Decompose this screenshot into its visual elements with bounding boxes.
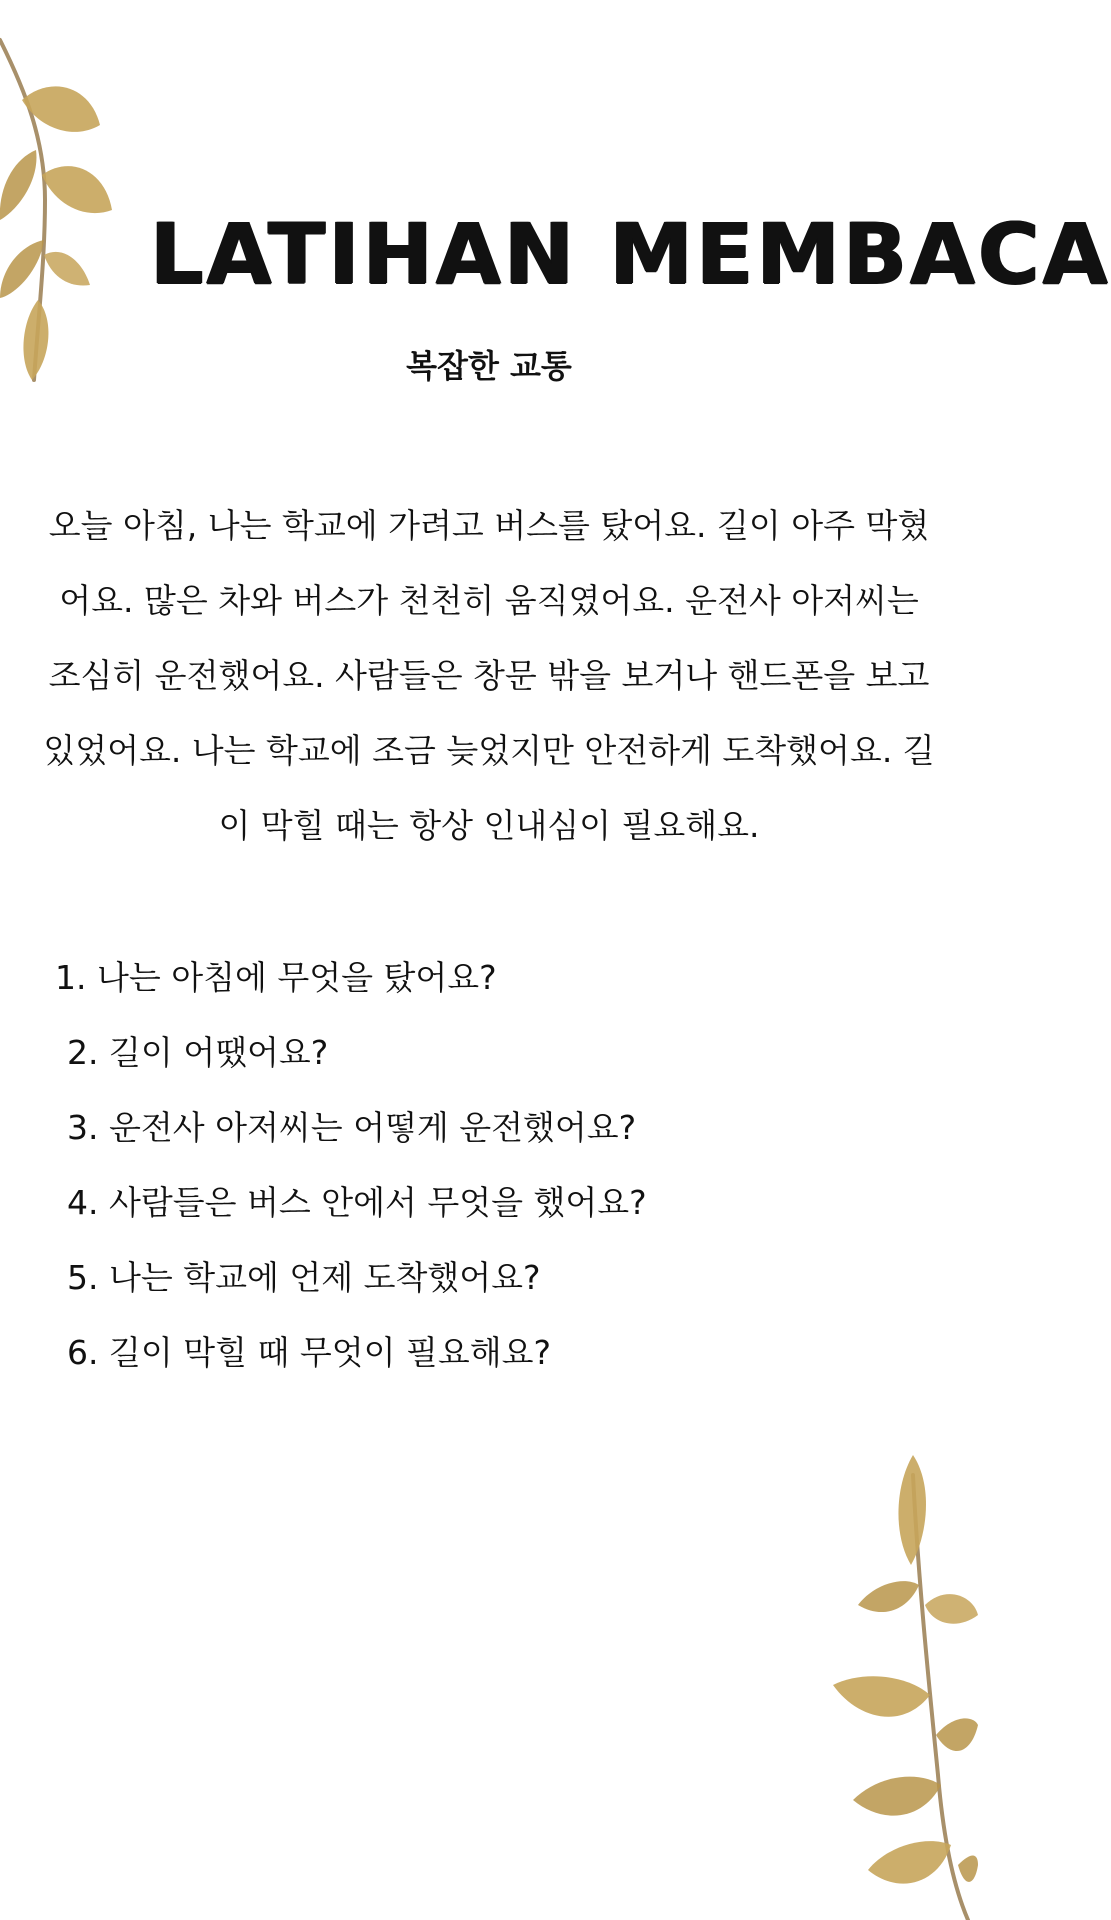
leaf-branch-icon xyxy=(0,30,120,390)
page-title: LATIHAN MEMBACA xyxy=(150,205,1111,303)
page-subtitle: 복잡한 교통 xyxy=(406,347,572,385)
leaf-branch-icon xyxy=(833,1455,978,1920)
reading-passage: 오늘 아침, 나는 학교에 가려고 버스를 탔어요. 길이 아주 막혔어요. 많은 차와 버스가 천천히 움직였어요. 운전사 아저씨는 조심히 운전했어요. 사람들은 창문 밖을 보거나 핸드폰을 보고 있었어요. 나는 학교에 조금 늦었지만 안전하게 도착했어요. 길이 막힐 때는 항상 인내심이 필요해요. xyxy=(43,506,935,845)
question-item: 3. 운전사 아저씨는 어떻게 운전했어요? xyxy=(67,1108,637,1147)
question-item: 4. 사람들은 버스 안에서 무엇을 했어요? xyxy=(67,1183,647,1222)
question-item: 2. 길이 어땠어요? xyxy=(67,1033,329,1072)
question-item: 6. 길이 막힐 때 무엇이 필요해요? xyxy=(67,1333,551,1372)
question-item: 5. 나는 학교에 언제 도착했어요? xyxy=(67,1258,541,1297)
question-list xyxy=(55,940,915,1390)
question-item: 1. 나는 아침에 무엇을 탔어요? xyxy=(55,958,497,997)
